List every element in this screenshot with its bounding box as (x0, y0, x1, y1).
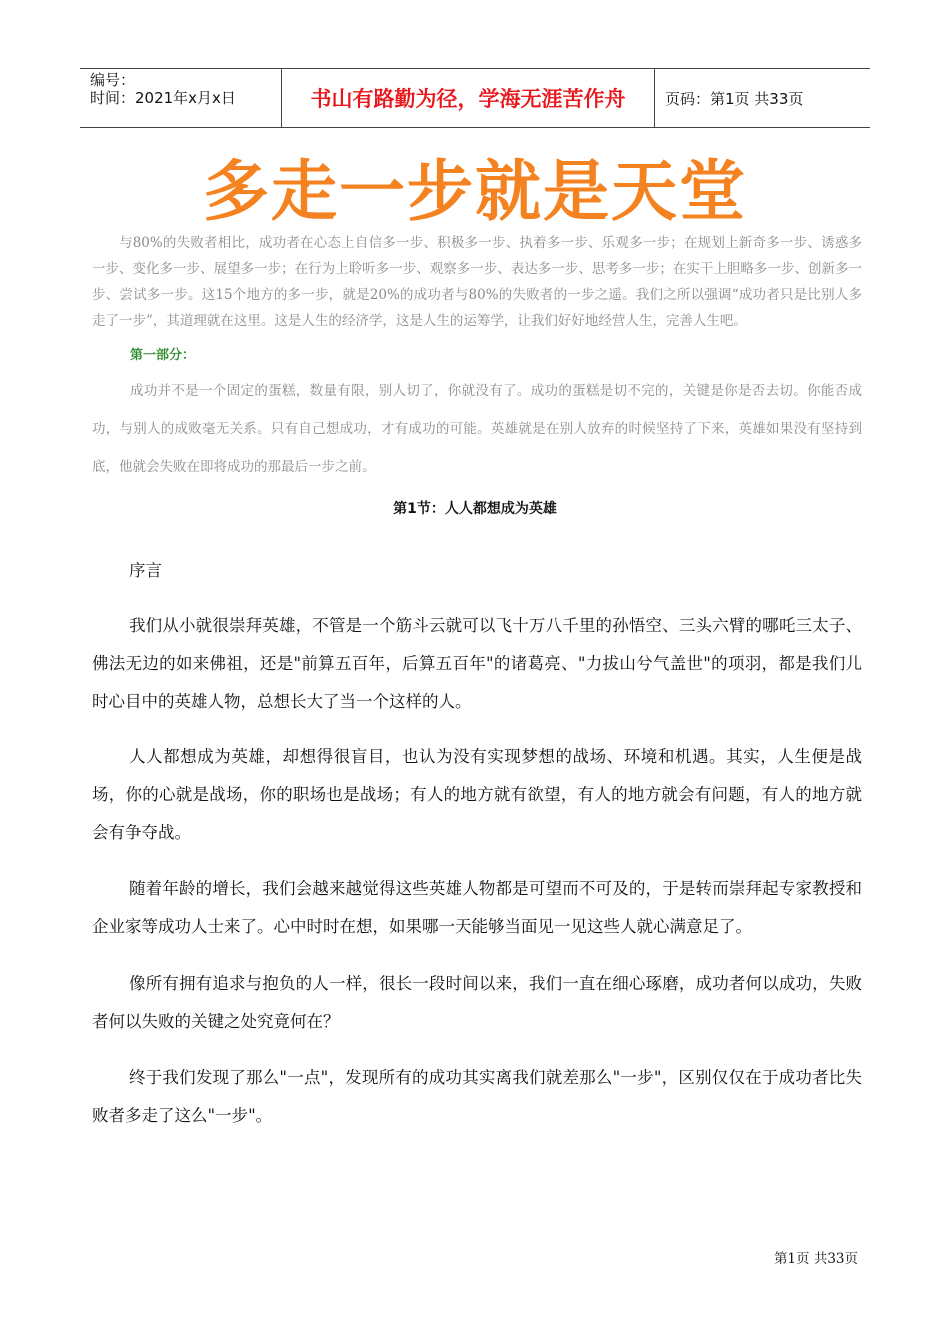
intro-paragraph: 与80%的失败者相比，成功者在心态上自信多一步、积极多一步、执着多一步、乐观多一步；在规划上新奇多一步、诱惑多一步、变化多一步、展望多一步；在行为上聆听多一步、观察多一步、表达多一步、思考多一步；在实干上胆略多一步、创新多一步、尝试多一步。这15个地方的多一步，就是20%的成功者与80%的失败者的一步之遥。我们之所以强调“成功者只是比别人多走了一步”，其道理就在这里。这是人生的经济学，这是人生的运筹学，让我们好好地经营人生，完善人生吧。 (92, 235, 862, 329)
page-footer: 第1页 共33页 (773, 1251, 858, 1267)
header-page-info: 页码：第1页 共33页 (665, 89, 804, 108)
document-number-label: 编号： (90, 71, 136, 89)
part-body: 成功并不是一个固定的蛋糕，数量有限，别人切了，你就没有了。成功的蛋糕是切不完的，关键是你是否去切。你能否成功，与别人的成败毫无关系。只有自己想成功，才有成功的可能。英雄就是在别人放弃的时候坚持了下来，英雄如果没有坚持到底，他就会失败在即将成功的那最后一步之前。 (92, 383, 862, 475)
header-motto: 书山有路勤为径，学海无涯苦作舟 (281, 69, 655, 127)
body-paragraph: 终于我们发现了那么"一点"，发现所有的成功其实离我们就差那么"一步"，区别仅仅在于成功者比失败者多走了这么"一步"。 (92, 1068, 862, 1125)
part-label: 第一部分： (130, 348, 196, 363)
body-paragraph: 像所有拥有追求与抱负的人一样，很长一段时间以来，我们一直在细心琢磨，成功者何以成功，失败者何以失败的关键之处究竟何在？ (92, 974, 862, 1031)
body-paragraph: 随着年龄的增长，我们会越来越觉得这些英雄人物都是可望而不可及的，于是转而崇拜起专家教授和企业家等成功人士来了。心中时时在想，如果哪一天能够当面见一见这些人就心满意足了。 (92, 879, 862, 936)
header-meta (80, 69, 281, 127)
body-paragraph: 我们从小就很崇拜英雄，不管是一个筋斗云就可以飞十万八千里的孙悟空、三头六臂的哪吒三太子、佛法无边的如来佛祖，还是"前算五百年，后算五百年"的诸葛亮、"力拔山兮气盖世"的项羽，都是我们儿时心目中的英雄人物，总想长大了当一个这样的人。 (92, 616, 862, 711)
document-time-label: 时间：2021年x月x日 (90, 89, 236, 107)
section-title: 第1节：人人都想成为英雄 (393, 501, 557, 517)
document-title: 多走一步就是天堂 (203, 153, 747, 230)
body-paragraph: 人人都想成为英雄，却想得很盲目，也认为没有实现梦想的战场、环境和机遇。其实，人生便是战场，你的心就是战场，你的职场也是战场；有人的地方就有欲望，有人的地方就会有问题，有人的地方就会有争夺战。 (92, 747, 862, 842)
preface-heading: 序言 (129, 561, 162, 580)
document-header (80, 68, 870, 128)
